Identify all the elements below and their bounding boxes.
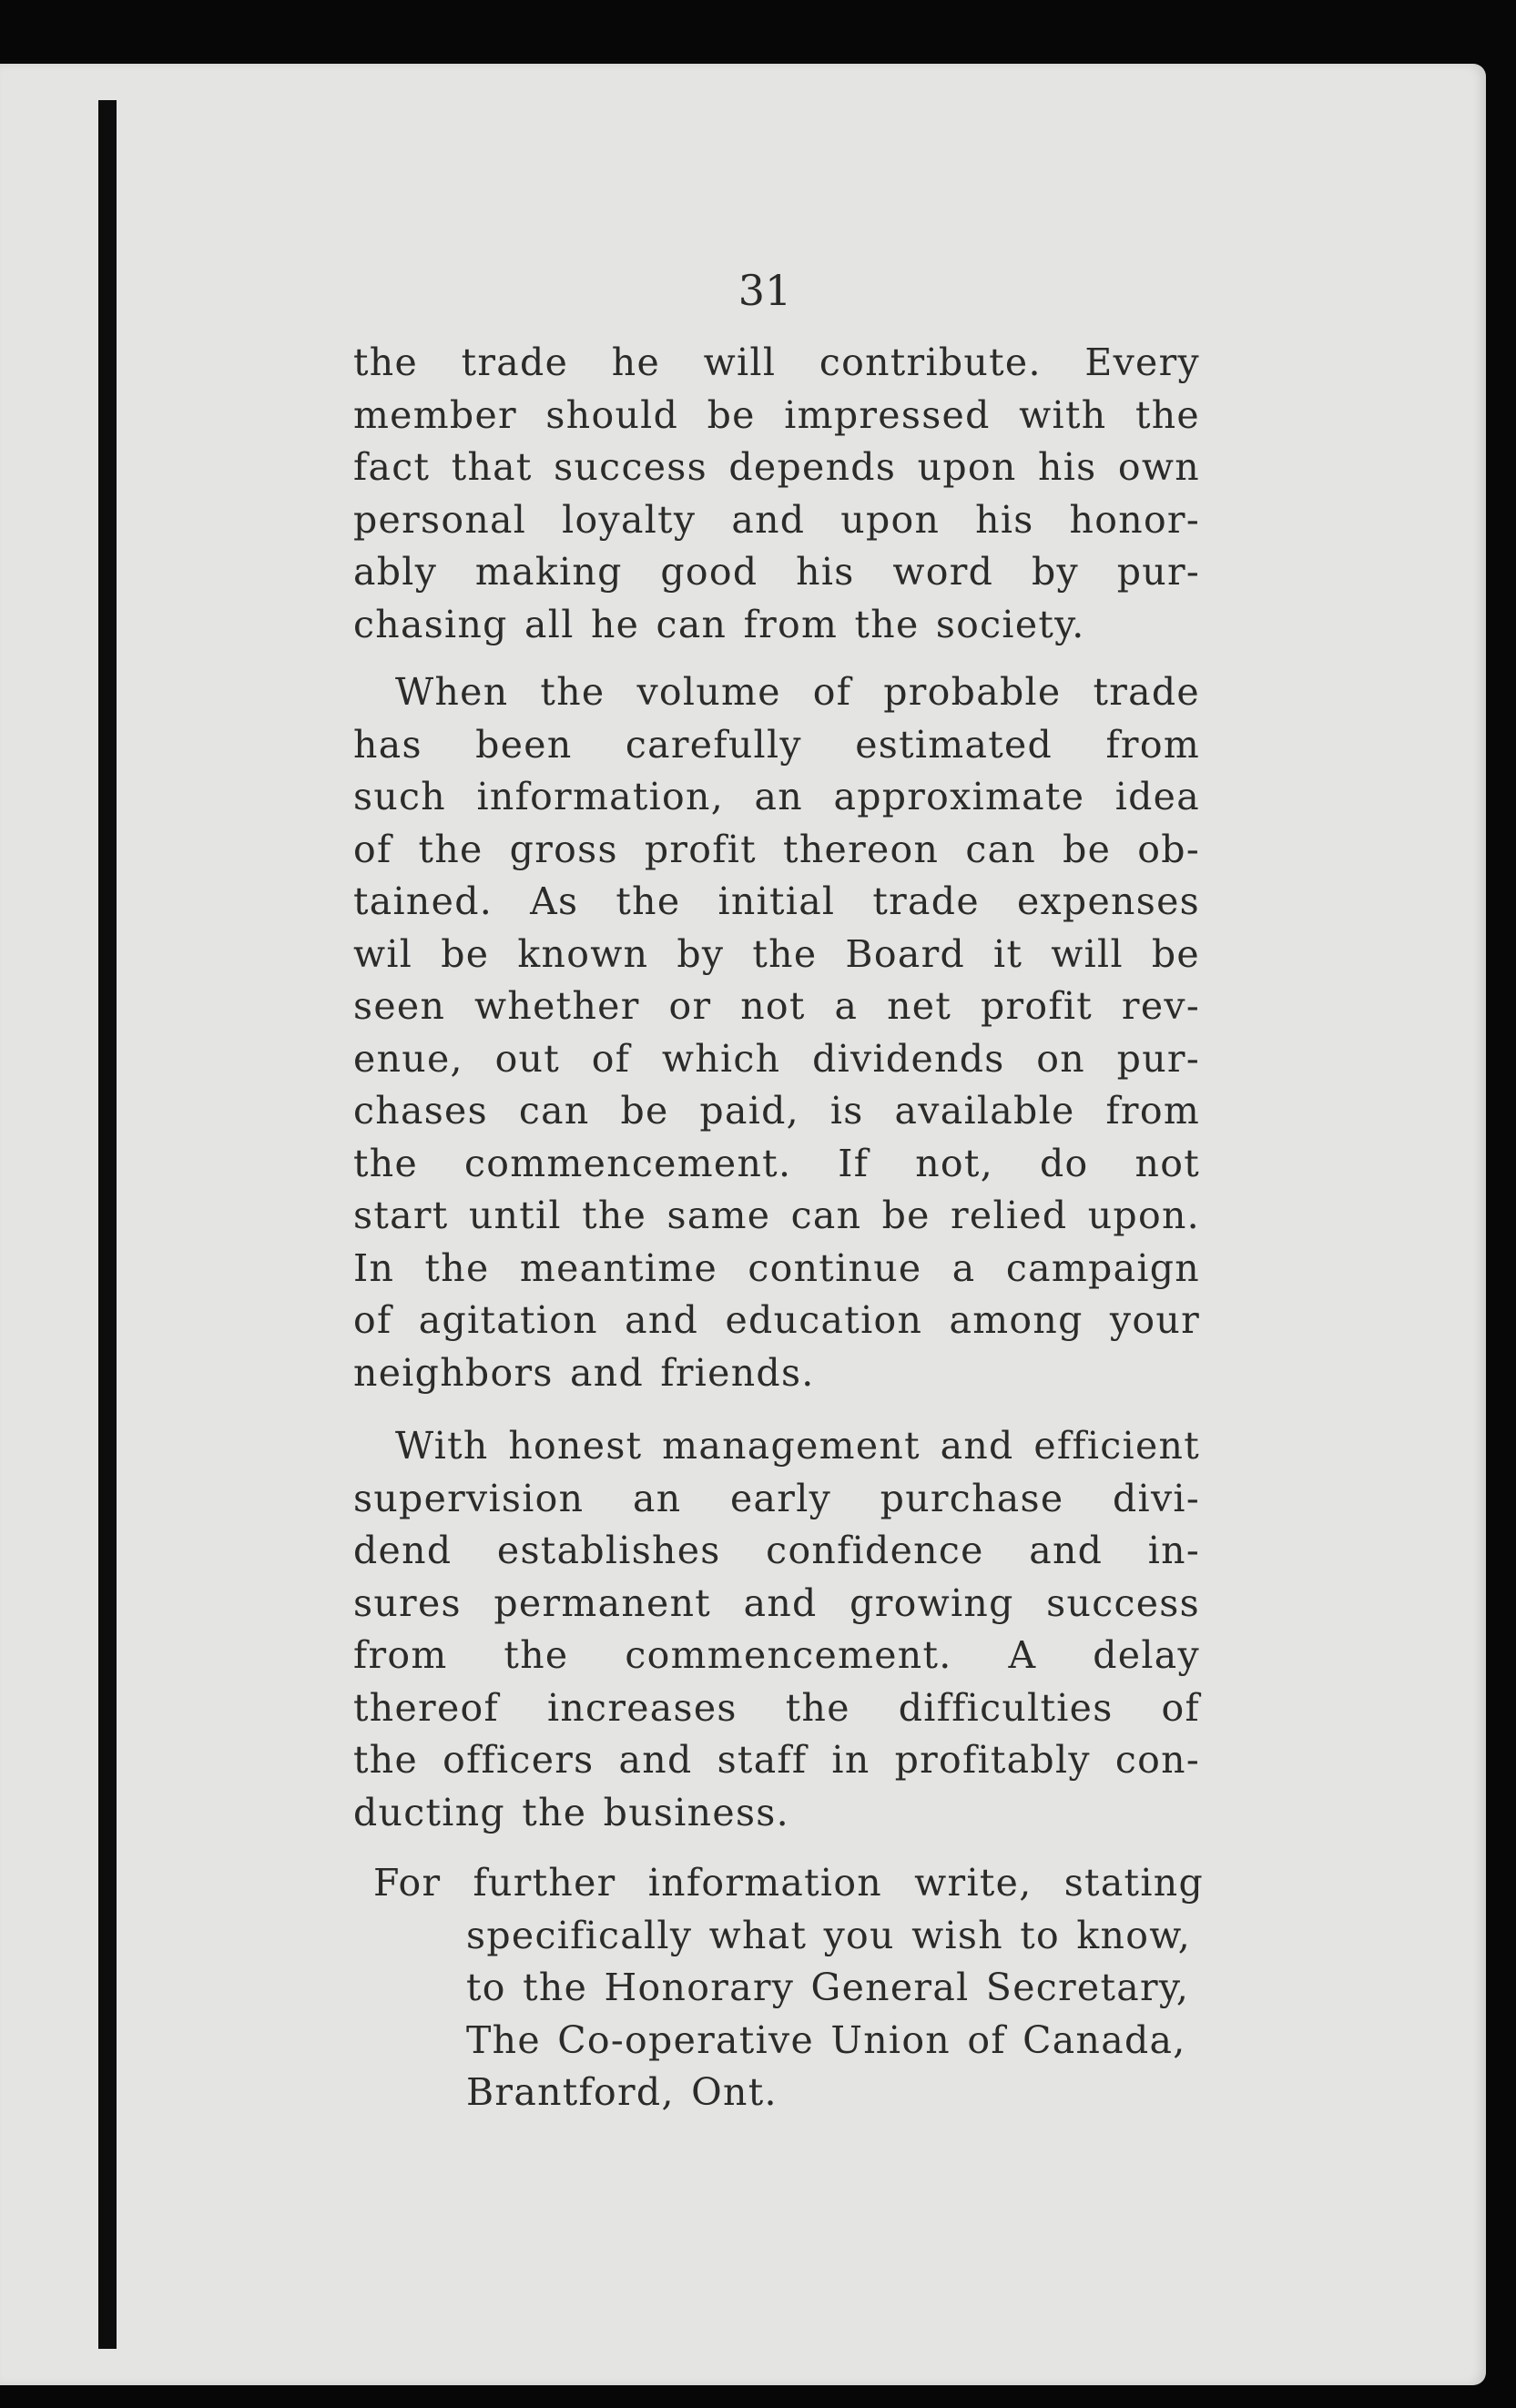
paragraph-2 (353, 666, 1200, 1399)
text-line: personal loyalty and upon his honor- (353, 497, 1200, 542)
text-line: sures permanent and growing success (353, 1580, 1200, 1625)
text-line: from the commencement. A delay (353, 1633, 1200, 1677)
text-line: the trade he will contribute. Every (353, 340, 1200, 384)
text-line: the commencement. If not, do not (353, 1141, 1200, 1185)
text-line: of agitation and education among your (353, 1298, 1200, 1342)
paragraph-4-contact (373, 1857, 1204, 2119)
text-line: For further information write, stating (373, 1861, 1204, 1905)
text-line: such information, an approximate idea (353, 775, 1200, 818)
text-line: seen whether or not a net profit rev- (353, 984, 1200, 1028)
text-line: dend establishes confidence and in- (353, 1529, 1200, 1572)
text-line: ably making good his word by pur- (353, 550, 1200, 594)
text-line: chases can be paid, is available from (353, 1089, 1200, 1133)
text-line: When the volume of probable trade (395, 670, 1200, 714)
text-line: specifically what you wish to know, (466, 1913, 1192, 1957)
text-line: member should be impressed with the (353, 392, 1200, 437)
text-line: enue, out of which dividends on pur- (353, 1036, 1200, 1081)
text-line: fact that success depends upon his own (353, 445, 1200, 489)
text-line: has been carefully estimated from (353, 722, 1200, 767)
text-line: The Co-operative Union of Canada, (466, 2017, 1186, 2062)
text-line: tained. As the initial trade expenses (353, 879, 1200, 923)
text-line: Brantford, Ont. (466, 2070, 778, 2114)
paragraph-3 (353, 1420, 1200, 1839)
text-line: wil be known by the Board it will be (353, 931, 1200, 976)
text-line: of the gross profit thereon can be ob- (353, 827, 1200, 871)
page-number: 31 (738, 266, 792, 315)
paragraph-1 (353, 337, 1200, 651)
text-line: thereof increases the difficulties of (353, 1685, 1200, 1730)
text-line: the officers and staff in profitably con- (353, 1738, 1200, 1782)
text-line: supervision an early purchase divi- (353, 1476, 1200, 1520)
text-line: With honest management and efficient (395, 1424, 1200, 1468)
text-line: start until the same can be relied upon. (353, 1194, 1200, 1237)
text-line: neighbors and friends. (353, 1350, 815, 1395)
text-line: ducting the business. (353, 1790, 789, 1834)
book-spine (98, 100, 117, 2349)
text-line: In the meantime continue a campaign (353, 1245, 1200, 1290)
text-line: to the Honorary General Secretary, (466, 1966, 1190, 2009)
text-line: chasing all he can from the society. (353, 602, 1085, 646)
